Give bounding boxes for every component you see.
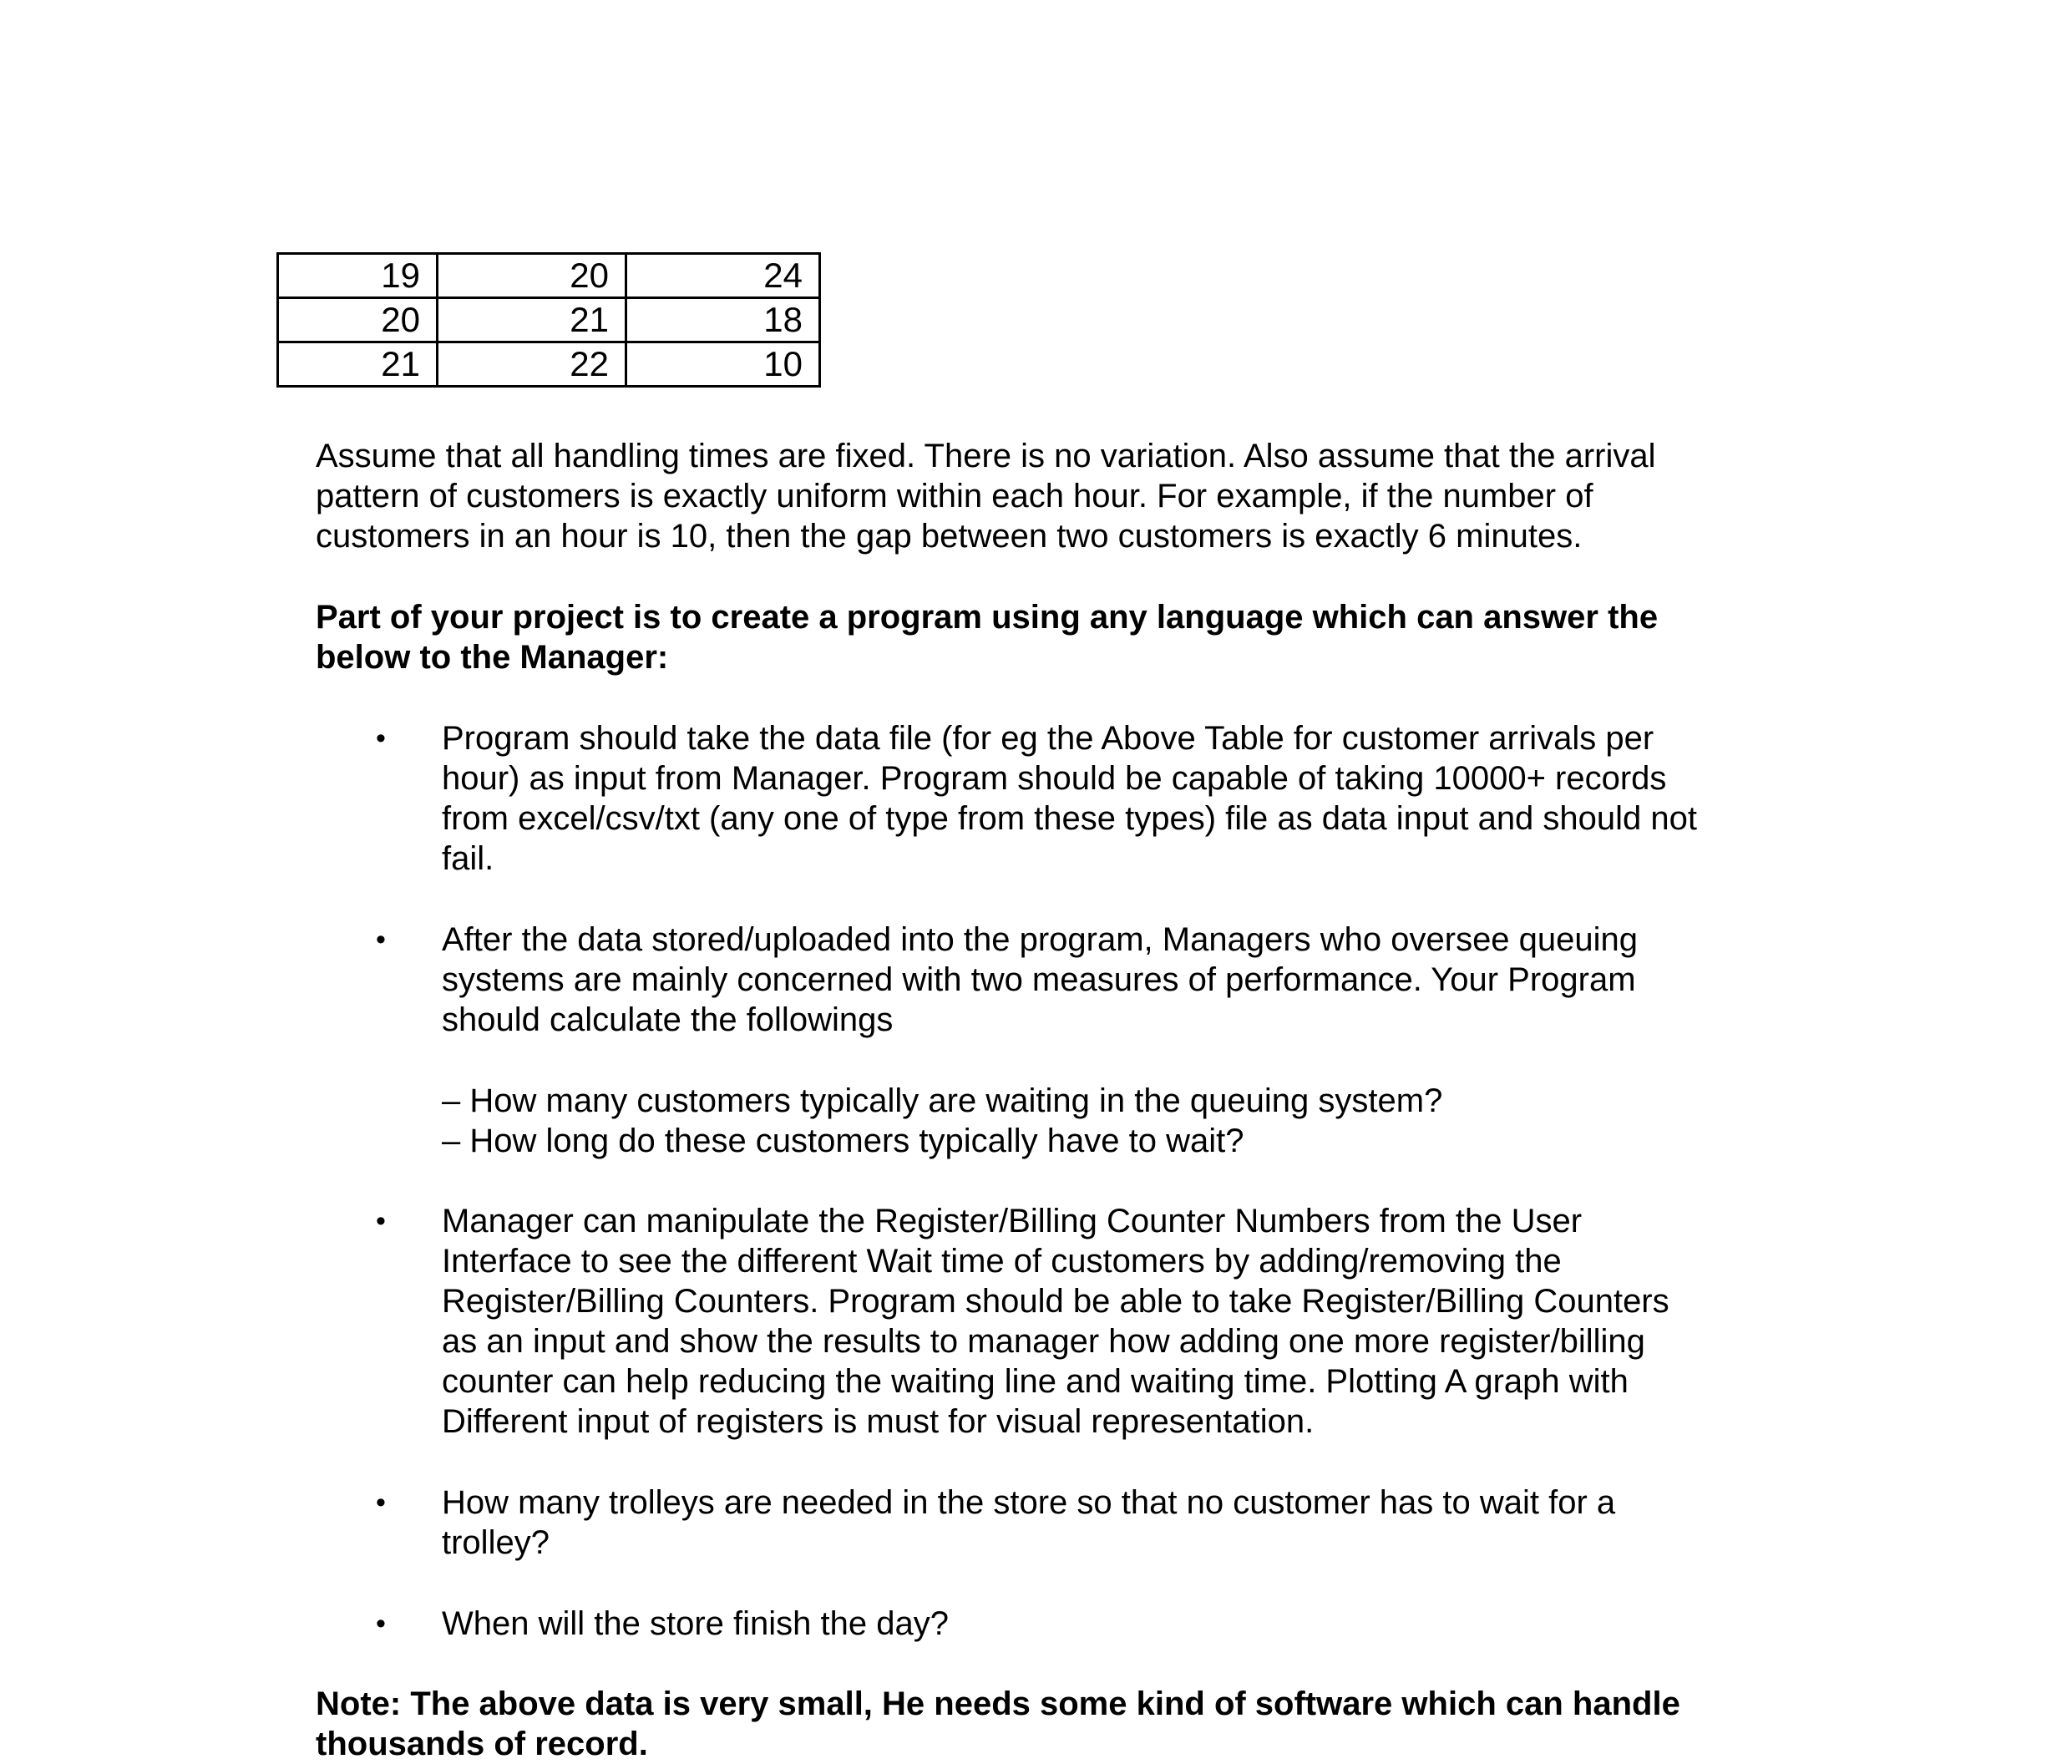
bullet-item-registers: [442, 1201, 1786, 1442]
text-line: counter can help reducing the waiting line and waiting time. Plotting A graph with: [442, 1363, 1629, 1400]
bullet-marker: •: [376, 1487, 386, 1518]
text-line: from excel/csv/txt (any one of type from these types) file as data input and should not: [442, 800, 1698, 837]
table-row: [278, 298, 820, 342]
text-line: trolley?: [442, 1524, 550, 1561]
table-cell: 20: [438, 254, 626, 298]
text-line: pattern of customers is exactly uniform within each hour. For example, if the number of: [316, 478, 1593, 514]
table-cell: 24: [626, 254, 820, 298]
table-cell: 21: [278, 342, 438, 387]
table-cell: 18: [626, 298, 820, 342]
bullet-item-performance: [442, 920, 1786, 1040]
text-line: below to the Manager:: [316, 639, 669, 676]
performance-questions: [442, 1081, 1786, 1161]
text-line: – How many customers typically are waiting in the queuing system?: [442, 1082, 1443, 1119]
text-line: When will the store finish the day?: [442, 1605, 949, 1642]
bullet-marker: •: [376, 722, 386, 754]
table-cell: 21: [438, 298, 626, 342]
project-heading: [316, 597, 1786, 677]
table-row: [278, 254, 820, 298]
text-line: How many trolleys are needed in the store so that no customer has to wait for a: [442, 1484, 1616, 1521]
text-line: fail.: [442, 840, 494, 877]
text-line: thousands of record.: [316, 1726, 648, 1762]
bullet-item-store-finish: [442, 1604, 1786, 1644]
table-cell: 19: [278, 254, 438, 298]
arrivals-table: [276, 252, 821, 388]
bullet-marker: •: [376, 1205, 386, 1237]
table-cell: 20: [278, 298, 438, 342]
bullet-marker: •: [376, 1608, 386, 1640]
text-line: hour) as input from Manager. Program should be capable of taking 10000+ records: [442, 760, 1667, 797]
text-line: Interface to see the different Wait time of customers by adding/removing the: [442, 1243, 1562, 1280]
text-line: Program should take the data file (for eg the Above Table for customer arrivals per: [442, 720, 1654, 757]
text-line: Note: The above data is very small, He needs some kind of software which can handle: [316, 1685, 1680, 1722]
text-line: Assume that all handling times are fixed. There is no variation. Also assume that the arrival: [316, 438, 1656, 474]
table-cell: 10: [626, 342, 820, 387]
text-line: Part of your project is to create a program using any language which can answer the: [316, 599, 1659, 636]
text-line: – How long do these customers typically have to wait?: [442, 1123, 1244, 1159]
text-line: customers in an hour is 10, then the gap between two customers is exactly 6 minutes.: [316, 518, 1583, 555]
table-cell: 22: [438, 342, 626, 387]
bullet-marker: •: [376, 924, 386, 956]
bullet-item-trolleys: [442, 1483, 1786, 1563]
text-line: should calculate the followings: [442, 1001, 894, 1038]
note-paragraph: [316, 1684, 1786, 1764]
text-line: systems are mainly concerned with two measures of performance. Your Program: [442, 961, 1636, 998]
text-line: Register/Billing Counters. Program should be able to take Register/Billing Counters: [442, 1283, 1669, 1320]
text-line: as an input and show the results to manager how adding one more register/billing: [442, 1323, 1645, 1360]
text-line: Different input of registers is must for visual representation.: [442, 1403, 1315, 1440]
table-row: [278, 342, 820, 387]
bullet-item-data-input: [442, 718, 1786, 879]
assumption-paragraph: [316, 436, 1786, 556]
text-line: Manager can manipulate the Register/Billing Counter Numbers from the User: [442, 1203, 1583, 1239]
text-line: After the data stored/uploaded into the program, Managers who oversee queuing: [442, 921, 1639, 958]
